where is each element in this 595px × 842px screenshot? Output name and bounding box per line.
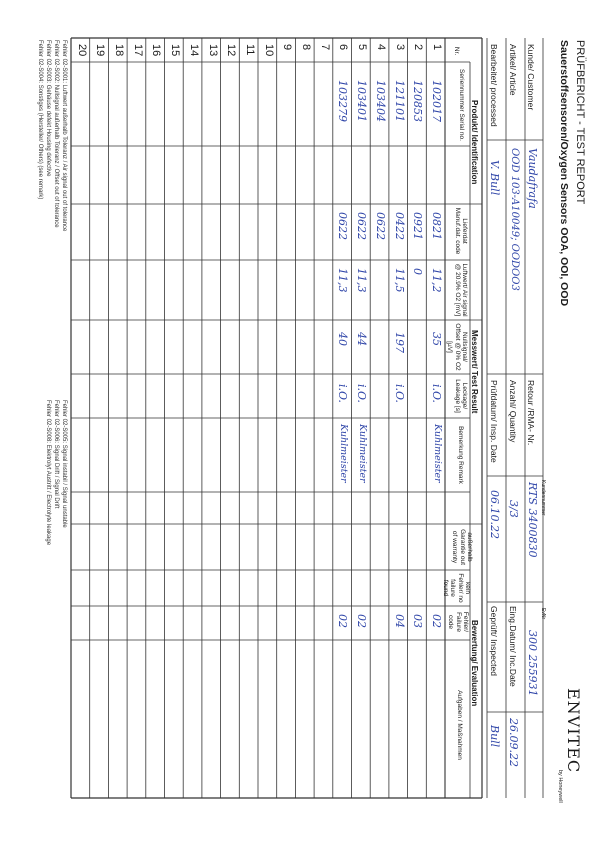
cell-air: 11,5 (392, 268, 406, 293)
cell-null: 44 (355, 332, 369, 346)
cell-datecode: 0622 (336, 212, 350, 240)
cell-nr: 18 (113, 44, 126, 57)
inc-date-value: 26.09.22 (507, 718, 520, 767)
article-label: Artikel/ Article (508, 44, 518, 96)
processed-label: Bearbeitet/ processed (489, 44, 499, 127)
report-title: PRÜFBERICHT - TEST REPORT (574, 40, 586, 205)
cell-leak: i.O. (392, 384, 406, 403)
cell-leak: i.O. (355, 384, 369, 403)
cell-remark: Kuhlmeister (432, 424, 443, 483)
col-serial: Seriennummer Serial no. (458, 69, 465, 141)
cell-failure: 03 (411, 614, 425, 628)
cell-nr: 4 (374, 44, 387, 51)
inspected-label: Geprüft/ Inspected (489, 606, 499, 676)
footer-error-code: Fehler 02-S006: Signal Drift / Signal Drift (53, 400, 59, 509)
cell-null: 197 (392, 332, 406, 353)
inspected-value: Bull (488, 725, 501, 748)
cell-air: 11,2 (430, 268, 443, 293)
footer-error-code: Fehler 02-S005: Signal instabil / Signal unstable (61, 400, 67, 528)
col-null-signal: Nullsignal/ Offset @ 0% O2 [µV] (446, 323, 468, 371)
cell-datecode: 0921 (411, 212, 425, 240)
cell-serial: 121101 (392, 80, 406, 122)
cell-remark: Kuhlmeister (357, 424, 369, 483)
customer-value: Vaudafrafa (526, 148, 539, 209)
insp-date-value: 06.10.22 (488, 490, 501, 539)
cell-failure: 04 (392, 614, 406, 628)
cell-nr: 3 (393, 44, 406, 51)
cell-failure: 02 (430, 614, 443, 628)
cell-serial: 102017 (430, 80, 443, 122)
cell-nr: 15 (169, 44, 182, 57)
col-datecode: Lieferdat Manuf.dat. code (453, 207, 468, 255)
group-evaluation: Bewertung/ Evaluation (470, 620, 479, 707)
cell-datecode: 0622 (373, 212, 387, 240)
cell-serial: 103279 (336, 80, 350, 122)
cell-nr: 14 (187, 44, 200, 57)
envitec-logo: ENVITEC (564, 688, 583, 774)
cell-nr: 16 (150, 44, 163, 57)
evnr-small-label: EvNr (540, 608, 546, 620)
cell-nr: 17 (131, 44, 144, 57)
cell-nr: 20 (75, 44, 88, 57)
col-no-failure: kein Fehler/ no failure found (441, 573, 471, 603)
cell-nr: 19 (94, 44, 107, 57)
group-product: Produkt/ Identification (470, 100, 479, 185)
cell-nr: 11 (244, 44, 256, 56)
col-nr: Nr. (453, 46, 460, 56)
report-subtitle: Sauerstoffsensoren/Oxygen Sensors OOA, OOI, OOD (558, 40, 570, 307)
cell-null: 35 (430, 332, 443, 346)
cell-remark: Kuhlmeister (338, 424, 350, 483)
cell-nr: 8 (300, 44, 313, 51)
logo-subtitle: by Honeywell (557, 770, 563, 803)
cell-nr: 9 (281, 44, 294, 51)
inc-date-label: Eing.Datum/ Inc.Date (508, 606, 518, 687)
cell-failure: 02 (336, 614, 350, 628)
cell-nr: 2 (412, 44, 425, 51)
rma-value: RTS 3400830 (526, 482, 539, 558)
cell-nr: 5 (356, 44, 369, 51)
col-leak: Leckage/ Leakage [s] (453, 379, 468, 413)
cell-failure: 02 (355, 614, 369, 628)
rma-label: Retour /RMA- Nr. (526, 380, 536, 446)
col-action: Aufgaben / Maßnahmen (456, 690, 463, 760)
cell-datecode: 0821 (430, 212, 443, 240)
footer-error-code: Fehler 02-S004: Sonstiges (Hersteller/ Others) (see remark) (37, 40, 43, 200)
cell-datecode: 0622 (355, 212, 369, 240)
rma-small-label: Kundennummer (540, 480, 546, 516)
cell-datecode: 0422 (392, 212, 406, 240)
col-air-signal: Luftwert/ Air signal @ 20.9% O2 [mV] (453, 263, 468, 317)
col-warranty: außerhalb Garantie out of warranty (451, 529, 473, 565)
quantity-label: Anzahl/ Quantity (508, 380, 518, 443)
cell-nr: 7 (318, 44, 331, 51)
cell-nr: 10 (262, 44, 275, 57)
footer-error-code: Fehler 02-S001: Luftwert außerhalb Toleranz / Air signal out of tolerance (61, 40, 67, 232)
cell-air: 0 (411, 268, 425, 275)
cell-nr: 13 (206, 44, 219, 57)
cell-serial: 120853 (411, 80, 425, 122)
cell-air: 11,3 (336, 268, 350, 293)
insp-date-label: Prüfdatum/ Insp. Date (489, 380, 499, 463)
footer-error-code: Fehler 02-S002: Nullsignal außerhalb Toleranz / Offset out of tolerance (53, 40, 59, 228)
quantity-value: 3/3 (507, 500, 520, 518)
col-failure-code: Fehler/ Failure code (447, 611, 469, 633)
article-value: OOD 103-A10049; OODOO3 (509, 148, 520, 291)
group-measure: Messwert/ Test Result (470, 330, 479, 414)
customer-label: Kunde/ Customer (526, 44, 536, 111)
cell-leak: i.O. (336, 384, 350, 403)
cell-leak: i.O. (430, 384, 443, 403)
cell-nr: 6 (337, 44, 350, 51)
footer-error-code: Fehler 02-S003: Gehäuse defekt Housing defective (45, 40, 51, 177)
col-remark: Bemerkung Remark (457, 426, 464, 484)
footer-error-code: Fehler 02-S008: Elektrolyt Austritt / Electrolyte leakage (45, 400, 51, 546)
cell-nr: 12 (225, 44, 238, 57)
cell-air: 11,3 (355, 268, 369, 293)
cell-serial: 103404 (373, 80, 387, 122)
processed-value: V. Bull (488, 160, 501, 196)
evnr-value: 300 255931 (526, 630, 539, 697)
cell-null: 40 (336, 332, 350, 346)
cell-serial: 103401 (355, 80, 369, 122)
cell-nr: 1 (431, 44, 443, 51)
